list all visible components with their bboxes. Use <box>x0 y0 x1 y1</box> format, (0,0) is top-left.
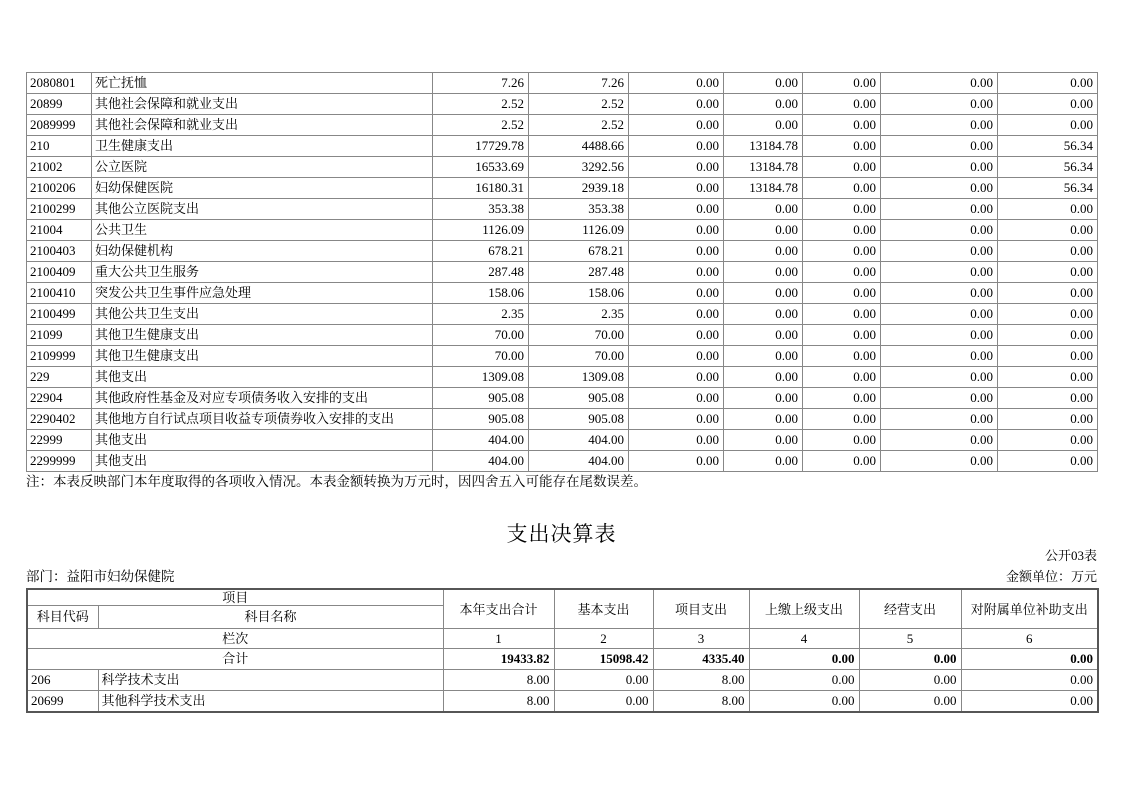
amount-cell: 905.08 <box>433 409 529 430</box>
amount-cell: 0.00 <box>803 451 881 472</box>
amount-cell: 8.00 <box>653 691 749 713</box>
subject-name-cell: 其他政府性基金及对应专项债务收入安排的支出 <box>92 388 433 409</box>
amount-cell: 678.21 <box>529 241 629 262</box>
amount-cell: 0.00 <box>629 157 724 178</box>
column-index-cell: 1 <box>443 629 554 649</box>
amount-cell: 0.00 <box>961 691 1098 713</box>
amount-cell: 0.00 <box>629 283 724 304</box>
amount-cell: 0.00 <box>724 199 803 220</box>
amount-cell: 0.00 <box>724 430 803 451</box>
amount-cell: 0.00 <box>724 115 803 136</box>
subject-name-cell: 其他社会保障和就业支出 <box>92 115 433 136</box>
subject-code-cell: 20899 <box>27 94 92 115</box>
subject-code-cell: 2100206 <box>27 178 92 199</box>
subject-code-cell: 229 <box>27 367 92 388</box>
amount-cell: 678.21 <box>433 241 529 262</box>
income-table-row <box>27 157 1098 178</box>
amount-cell: 70.00 <box>529 325 629 346</box>
amount-cell: 0.00 <box>998 115 1098 136</box>
amount-cell: 16180.31 <box>433 178 529 199</box>
subject-code-cell: 2100403 <box>27 241 92 262</box>
total-amount-cell: 4335.40 <box>653 649 749 670</box>
amount-cell: 2.35 <box>433 304 529 325</box>
amount-cell: 0.00 <box>803 199 881 220</box>
amount-cell: 2.52 <box>529 94 629 115</box>
amount-cell: 0.00 <box>724 367 803 388</box>
amount-cell: 1309.08 <box>529 367 629 388</box>
amount-cell: 8.00 <box>443 670 554 691</box>
table-code-label: 公开03表 <box>1044 548 1097 563</box>
income-table-row <box>27 73 1098 94</box>
column-index-cell: 6 <box>961 629 1098 649</box>
expenditure-table <box>26 588 1099 713</box>
amount-cell: 0.00 <box>998 283 1098 304</box>
amount-cell: 0.00 <box>998 73 1098 94</box>
amount-cell: 0.00 <box>629 94 724 115</box>
subject-name-cell: 妇幼保健机构 <box>92 241 433 262</box>
amount-cell: 0.00 <box>859 670 961 691</box>
subject-name-cell: 其他公立医院支出 <box>92 199 433 220</box>
subject-name-cell: 其他公共卫生支出 <box>92 304 433 325</box>
subject-name-cell: 其他科学技术支出 <box>98 691 443 713</box>
amount-cell: 13184.78 <box>724 136 803 157</box>
amount-cell: 353.38 <box>433 199 529 220</box>
column-index-row <box>27 629 1098 649</box>
header-subsidy-expenditure: 对附属单位补助支出 <box>961 589 1098 629</box>
amount-cell: 0.00 <box>803 241 881 262</box>
amount-cell: 287.48 <box>529 262 629 283</box>
subject-name-cell: 其他卫生健康支出 <box>92 346 433 367</box>
subject-name-cell: 其他地方自行试点项目收益专项债券收入安排的支出 <box>92 409 433 430</box>
amount-cell: 0.00 <box>629 430 724 451</box>
amount-cell: 0.00 <box>724 241 803 262</box>
amount-cell: 0.00 <box>881 136 998 157</box>
amount-cell: 0.00 <box>724 220 803 241</box>
subject-name-cell: 卫生健康支出 <box>92 136 433 157</box>
amount-cell: 0.00 <box>629 220 724 241</box>
income-table-row <box>27 199 1098 220</box>
income-table-row <box>27 241 1098 262</box>
amount-cell: 0.00 <box>998 220 1098 241</box>
income-table-row <box>27 451 1098 472</box>
subject-name-cell: 公共卫生 <box>92 220 433 241</box>
amount-cell: 13184.78 <box>724 178 803 199</box>
subject-name-cell: 其他支出 <box>92 451 433 472</box>
amount-cell: 0.00 <box>749 691 859 713</box>
amount-cell: 56.34 <box>998 136 1098 157</box>
amount-cell: 0.00 <box>881 283 998 304</box>
amount-cell: 70.00 <box>529 346 629 367</box>
amount-cell: 0.00 <box>998 241 1098 262</box>
amount-cell: 0.00 <box>803 346 881 367</box>
amount-cell: 0.00 <box>881 430 998 451</box>
amount-cell: 0.00 <box>998 430 1098 451</box>
amount-cell: 0.00 <box>881 94 998 115</box>
subject-code-cell: 2100299 <box>27 199 92 220</box>
amount-cell: 0.00 <box>881 367 998 388</box>
amount-cell: 0.00 <box>859 691 961 713</box>
amount-cell: 0.00 <box>998 304 1098 325</box>
subject-name-cell: 公立医院 <box>92 157 433 178</box>
amount-cell: 0.00 <box>629 388 724 409</box>
subject-code-cell: 2100410 <box>27 283 92 304</box>
amount-cell: 7.26 <box>529 73 629 94</box>
amount-cell: 0.00 <box>803 220 881 241</box>
header-subject-code: 科目代码 <box>27 606 98 629</box>
amount-cell: 0.00 <box>629 262 724 283</box>
amount-cell: 0.00 <box>724 388 803 409</box>
amount-cell: 8.00 <box>653 670 749 691</box>
header-upturned-expenditure: 上缴上级支出 <box>749 589 859 629</box>
amount-cell: 0.00 <box>803 409 881 430</box>
income-table-row <box>27 94 1098 115</box>
total-amount-cell: 0.00 <box>961 649 1098 670</box>
subject-name-cell: 其他支出 <box>92 430 433 451</box>
amount-cell: 0.00 <box>881 262 998 283</box>
subject-code-cell: 2100409 <box>27 262 92 283</box>
amount-cell: 0.00 <box>724 325 803 346</box>
amount-cell: 158.06 <box>433 283 529 304</box>
amount-cell: 0.00 <box>998 388 1098 409</box>
expenditure-table-body <box>27 670 1098 713</box>
subject-name-cell: 其他社会保障和就业支出 <box>92 94 433 115</box>
expenditure-header-row-1 <box>27 589 1098 606</box>
amount-cell: 0.00 <box>724 262 803 283</box>
total-row <box>27 649 1098 670</box>
amount-cell: 2.35 <box>529 304 629 325</box>
subject-code-cell: 21099 <box>27 325 92 346</box>
column-index-label: 栏次 <box>27 629 443 649</box>
amount-cell: 17729.78 <box>433 136 529 157</box>
amount-cell: 0.00 <box>881 178 998 199</box>
amount-cell: 404.00 <box>529 430 629 451</box>
amount-cell: 0.00 <box>803 283 881 304</box>
expenditure-table-title: 支出决算表 <box>506 522 617 546</box>
income-table-row <box>27 367 1098 388</box>
amount-cell: 0.00 <box>724 346 803 367</box>
amount-cell: 13184.78 <box>724 157 803 178</box>
subject-code-cell: 21002 <box>27 157 92 178</box>
amount-cell: 0.00 <box>629 367 724 388</box>
income-table-note: 注：本表反映部门本年度取得的各项收入情况。本表金额转换为万元时，因四舍五入可能存在尾数误差。 <box>26 474 647 489</box>
income-table-row <box>27 178 1098 199</box>
amount-cell: 404.00 <box>529 451 629 472</box>
subject-name-cell: 重大公共卫生服务 <box>92 262 433 283</box>
total-label: 合计 <box>27 649 443 670</box>
amount-cell: 8.00 <box>443 691 554 713</box>
income-table-row <box>27 136 1098 157</box>
amount-cell: 0.00 <box>803 388 881 409</box>
amount-cell: 0.00 <box>803 430 881 451</box>
amount-cell: 0.00 <box>998 409 1098 430</box>
amount-cell: 1309.08 <box>433 367 529 388</box>
column-index-cell: 5 <box>859 629 961 649</box>
amount-cell: 0.00 <box>881 115 998 136</box>
amount-cell: 404.00 <box>433 451 529 472</box>
amount-cell: 0.00 <box>629 136 724 157</box>
amount-cell: 0.00 <box>629 304 724 325</box>
amount-cell: 0.00 <box>629 241 724 262</box>
amount-cell: 1126.09 <box>529 220 629 241</box>
amount-cell: 2939.18 <box>529 178 629 199</box>
amount-cell: 0.00 <box>629 115 724 136</box>
income-table <box>26 72 1098 472</box>
header-basic-expenditure: 基本支出 <box>554 589 653 629</box>
amount-cell: 0.00 <box>629 178 724 199</box>
amount-cell: 0.00 <box>629 325 724 346</box>
subject-code-cell: 2299999 <box>27 451 92 472</box>
subject-name-cell: 科学技术支出 <box>98 670 443 691</box>
header-subject-name: 科目名称 <box>98 606 443 629</box>
amount-cell: 0.00 <box>881 304 998 325</box>
income-table-row <box>27 346 1098 367</box>
total-amount-cell: 19433.82 <box>443 649 554 670</box>
header-project: 项目 <box>27 589 443 606</box>
subject-code-cell: 21004 <box>27 220 92 241</box>
subject-name-cell: 妇幼保健医院 <box>92 178 433 199</box>
amount-cell: 7.26 <box>433 73 529 94</box>
income-table-row <box>27 262 1098 283</box>
amount-cell: 0.00 <box>803 262 881 283</box>
amount-cell: 0.00 <box>881 157 998 178</box>
expenditure-table-row <box>27 670 1098 691</box>
amount-cell: 0.00 <box>724 409 803 430</box>
amount-cell: 0.00 <box>724 283 803 304</box>
amount-cell: 0.00 <box>803 136 881 157</box>
amount-cell: 0.00 <box>803 94 881 115</box>
column-index-cell: 3 <box>653 629 749 649</box>
subject-name-cell: 其他卫生健康支出 <box>92 325 433 346</box>
subject-code-cell: 20699 <box>27 691 98 713</box>
header-total-expenditure: 本年支出合计 <box>443 589 554 629</box>
amount-cell: 0.00 <box>803 115 881 136</box>
amount-cell: 0.00 <box>961 670 1098 691</box>
header-operating-expenditure: 经营支出 <box>859 589 961 629</box>
subject-code-cell: 2100499 <box>27 304 92 325</box>
amount-cell: 0.00 <box>881 409 998 430</box>
subject-name-cell: 其他支出 <box>92 367 433 388</box>
amount-cell: 0.00 <box>998 199 1098 220</box>
amount-cell: 0.00 <box>881 325 998 346</box>
total-amount-cell: 15098.42 <box>554 649 653 670</box>
subject-code-cell: 2109999 <box>27 346 92 367</box>
amount-cell: 0.00 <box>629 409 724 430</box>
amount-cell: 905.08 <box>529 409 629 430</box>
amount-cell: 0.00 <box>803 73 881 94</box>
total-amount-cell: 0.00 <box>749 649 859 670</box>
column-index-cell: 2 <box>554 629 653 649</box>
subject-name-cell: 死亡抚恤 <box>92 73 433 94</box>
amount-cell: 0.00 <box>749 670 859 691</box>
amount-cell: 56.34 <box>998 178 1098 199</box>
income-table-row <box>27 220 1098 241</box>
department-label: 部门：益阳市妇幼保健院 <box>26 569 175 584</box>
amount-cell: 2.52 <box>529 115 629 136</box>
amount-cell: 0.00 <box>881 388 998 409</box>
amount-cell: 0.00 <box>803 157 881 178</box>
amount-cell: 0.00 <box>881 241 998 262</box>
amount-cell: 905.08 <box>529 388 629 409</box>
amount-cell: 0.00 <box>881 220 998 241</box>
amount-cell: 0.00 <box>803 325 881 346</box>
amount-cell: 404.00 <box>433 430 529 451</box>
subject-code-cell: 22999 <box>27 430 92 451</box>
amount-cell: 353.38 <box>529 199 629 220</box>
amount-cell: 0.00 <box>881 73 998 94</box>
amount-cell: 0.00 <box>724 73 803 94</box>
amount-cell: 1126.09 <box>433 220 529 241</box>
income-table-row <box>27 283 1098 304</box>
amount-cell: 70.00 <box>433 346 529 367</box>
amount-cell: 16533.69 <box>433 157 529 178</box>
amount-unit-label: 金额单位：万元 <box>1005 569 1097 584</box>
amount-cell: 0.00 <box>881 199 998 220</box>
column-index-cell: 4 <box>749 629 859 649</box>
amount-cell: 0.00 <box>629 451 724 472</box>
amount-cell: 0.00 <box>803 304 881 325</box>
amount-cell: 0.00 <box>803 178 881 199</box>
amount-cell: 0.00 <box>998 346 1098 367</box>
amount-cell: 2.52 <box>433 115 529 136</box>
subject-code-cell: 2080801 <box>27 73 92 94</box>
subject-code-cell: 210 <box>27 136 92 157</box>
income-table-row <box>27 304 1098 325</box>
subject-code-cell: 22904 <box>27 388 92 409</box>
amount-cell: 0.00 <box>998 451 1098 472</box>
amount-cell: 0.00 <box>881 451 998 472</box>
amount-cell: 0.00 <box>724 304 803 325</box>
income-table-row <box>27 115 1098 136</box>
total-amount-cell: 0.00 <box>859 649 961 670</box>
income-table-row <box>27 430 1098 451</box>
income-table-body <box>27 73 1098 472</box>
income-table-row <box>27 409 1098 430</box>
amount-cell: 905.08 <box>433 388 529 409</box>
subject-code-cell: 206 <box>27 670 98 691</box>
amount-cell: 0.00 <box>803 367 881 388</box>
subject-name-cell: 突发公共卫生事件应急处理 <box>92 283 433 304</box>
expenditure-table-row <box>27 691 1098 713</box>
income-table-row <box>27 325 1098 346</box>
amount-cell: 0.00 <box>998 262 1098 283</box>
amount-cell: 0.00 <box>629 73 724 94</box>
amount-cell: 0.00 <box>724 94 803 115</box>
amount-cell: 0.00 <box>554 691 653 713</box>
subject-code-cell: 2290402 <box>27 409 92 430</box>
income-table-row <box>27 388 1098 409</box>
amount-cell: 0.00 <box>629 346 724 367</box>
amount-cell: 3292.56 <box>529 157 629 178</box>
amount-cell: 0.00 <box>998 94 1098 115</box>
amount-cell: 287.48 <box>433 262 529 283</box>
amount-cell: 56.34 <box>998 157 1098 178</box>
amount-cell: 0.00 <box>724 451 803 472</box>
amount-cell: 70.00 <box>433 325 529 346</box>
amount-cell: 0.00 <box>554 670 653 691</box>
amount-cell: 0.00 <box>629 199 724 220</box>
amount-cell: 0.00 <box>998 325 1098 346</box>
subject-code-cell: 2089999 <box>27 115 92 136</box>
amount-cell: 2.52 <box>433 94 529 115</box>
amount-cell: 158.06 <box>529 283 629 304</box>
amount-cell: 0.00 <box>998 367 1098 388</box>
amount-cell: 4488.66 <box>529 136 629 157</box>
amount-cell: 0.00 <box>881 346 998 367</box>
header-project-expenditure: 项目支出 <box>653 589 749 629</box>
